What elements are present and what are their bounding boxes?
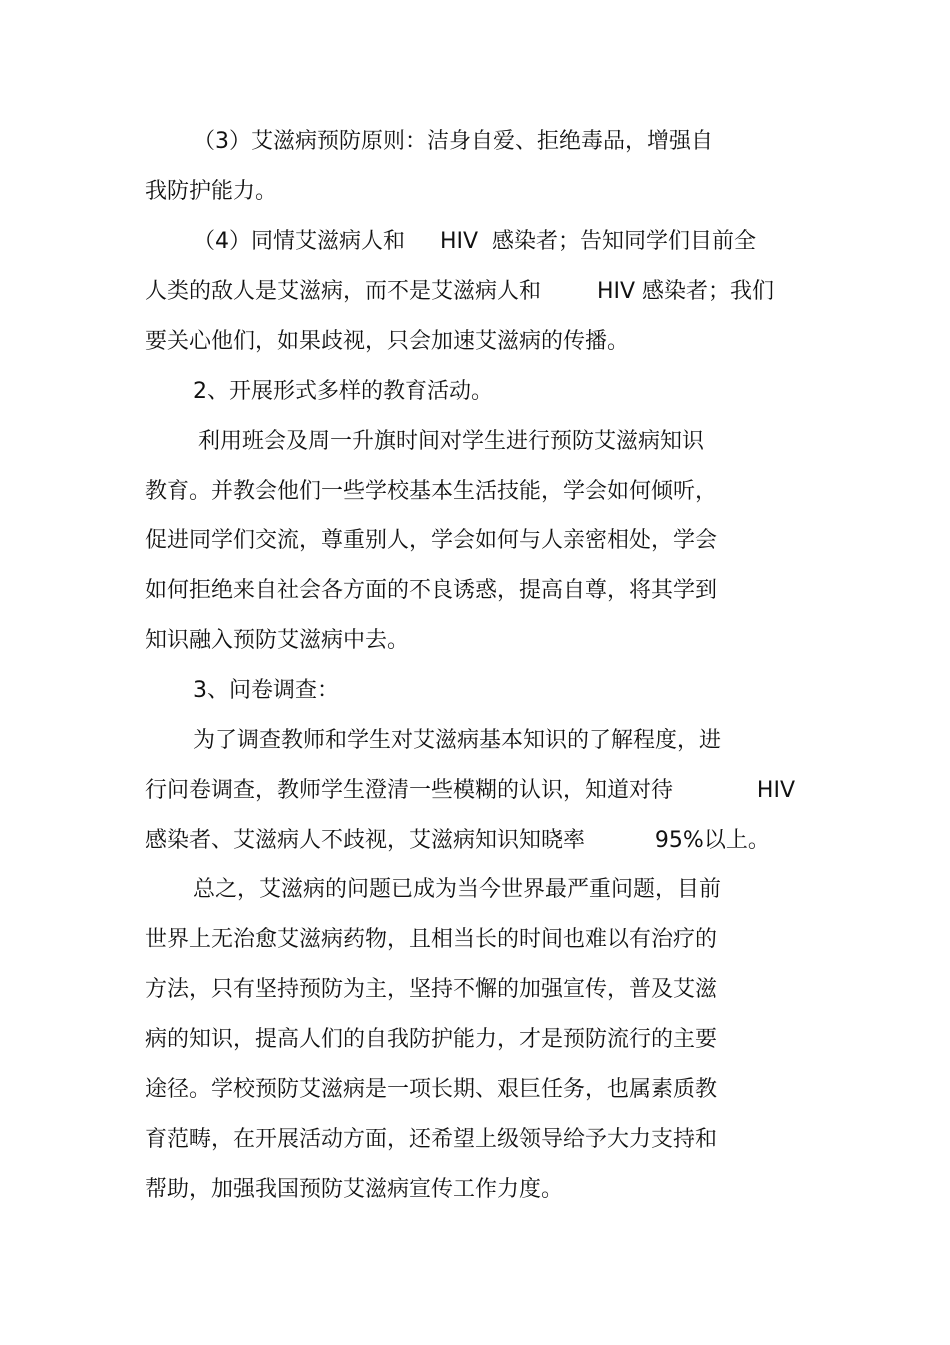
text-line: 要关心他们，如果歧视，只会加速艾滋病的传播。 <box>145 329 630 354</box>
text-line: 途径。学校预防艾滋病是一项长期、艰巨任务，也属素质教 <box>145 1077 718 1102</box>
text-line: 我防护能力。 <box>145 179 278 204</box>
section-heading: 3、问卷调查： <box>193 678 339 703</box>
text-line: 行问卷调查，教师学生澄清一些模糊的认识，知道对待 HIV <box>145 778 796 803</box>
text-line: 帮助，加强我国预防艾滋病宣传工作力度。 <box>145 1177 564 1202</box>
text-line: （3）艾滋病预防原则：洁身自爱、拒绝毒品，增强自 <box>193 129 713 154</box>
text-line: 人类的敌人是艾滋病，而不是艾滋病人和 HIV 感染者；我们 <box>145 279 775 304</box>
text-line: 世界上无治愈艾滋病药物，且相当长的时间也难以有治疗的 <box>145 927 718 952</box>
text-line: 知识融入预防艾滋病中去。 <box>145 628 410 653</box>
text-line: 教育。并教会他们一些学校基本生活技能，学会如何倾听， <box>145 479 718 504</box>
text-line: 育范畴，在开展活动方面，还希望上级领导给予大力支持和 <box>145 1127 718 1152</box>
text-line: 病的知识，提高人们的自我防护能力，才是预防流行的主要 <box>145 1027 718 1052</box>
text-line: 感染者、艾滋病人不歧视，艾滋病知识知晓率 95%以上。 <box>145 828 770 853</box>
text-line: 促进同学们交流，尊重别人，学会如何与人亲密相处，学会 <box>145 528 718 553</box>
text-line: 总之，艾滋病的问题已成为当今世界最严重问题，目前 <box>193 877 722 902</box>
text-line: （4）同情艾滋病人和 HIV 感染者；告知同学们目前全 <box>193 229 757 254</box>
text-line: 利用班会及周一升旗时间对学生进行预防艾滋病知识 <box>198 429 705 454</box>
text-line: 为了调查教师和学生对艾滋病基本知识的了解程度，进 <box>193 728 722 753</box>
section-heading: 2、开展形式多样的教育活动。 <box>193 379 493 404</box>
text-line: 方法，只有坚持预防为主，坚持不懈的加强宣传，普及艾滋 <box>145 977 718 1002</box>
text-line: 如何拒绝来自社会各方面的不良诱惑，提高自尊，将其学到 <box>145 578 718 603</box>
